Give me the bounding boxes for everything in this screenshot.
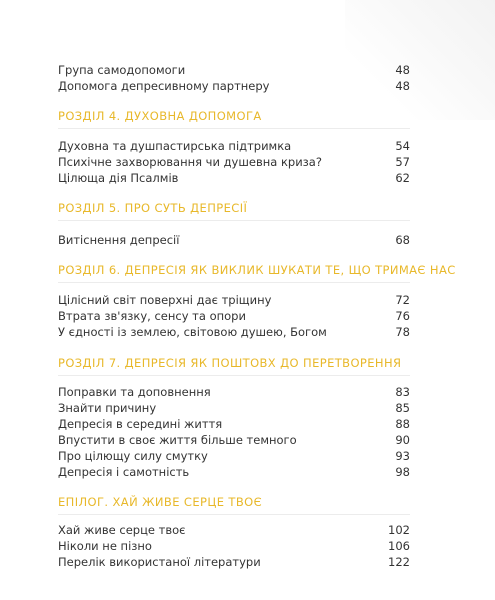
toc-entry [58, 554, 410, 570]
toc-entry-title: Депресія і самотність [58, 465, 190, 479]
divider [58, 514, 410, 515]
divider [58, 282, 410, 283]
toc-entry [58, 416, 410, 432]
toc-entry-title: Втрата зв'язку, сенсу та опори [58, 309, 246, 323]
toc-entry-page: 57 [395, 155, 410, 169]
toc-entry-title: Поправки та доповнення [58, 385, 211, 399]
toc-entry-page: 90 [395, 433, 410, 447]
toc-entry-title: Депресія в середині життя [58, 417, 223, 431]
toc-entry [58, 324, 410, 340]
toc-entry-page: 122 [388, 555, 410, 569]
toc-entry-title: Психічне захворювання чи душевна криза? [58, 155, 322, 169]
toc-entry-title: Ніколи не пізно [58, 539, 152, 553]
toc-entry [58, 78, 410, 94]
toc-entry-title: Духовна та душпастирська підтримка [58, 139, 292, 153]
toc-entry-page: 68 [395, 233, 410, 247]
toc-entry [58, 292, 410, 308]
toc-entry-title: Допомога депресивному партнеру [58, 79, 270, 93]
divider [58, 375, 410, 376]
toc-entry [58, 448, 410, 464]
toc-entry-page: 98 [395, 465, 410, 479]
toc-entry [58, 138, 410, 154]
toc-entry-page: 62 [395, 171, 410, 185]
toc-entry-page: 54 [395, 139, 410, 153]
toc-entry [58, 538, 410, 554]
toc-entry-title: Про цілющу силу смутку [58, 449, 208, 463]
toc-entry-title: Впустити в своє життя більше темного [58, 433, 297, 447]
toc-entry-title: У єдності із землею, світовою душею, Богом [58, 325, 327, 339]
toc-entry-page: 88 [395, 417, 410, 431]
toc-entry-page: 83 [395, 385, 410, 399]
divider [58, 220, 410, 221]
toc-entry [58, 384, 410, 400]
toc-entry [58, 464, 410, 480]
toc-entry [58, 432, 410, 448]
section-heading: РОЗДІЛ 4. ДУХОВНА ДОПОМОГА [58, 109, 262, 123]
toc-entry [58, 232, 410, 248]
toc-entry [58, 400, 410, 416]
toc-entry-title: Хай живе серце твоє [58, 523, 186, 537]
toc-entry-page: 106 [388, 539, 410, 553]
toc-entry-title: Група самодопомоги [58, 63, 186, 77]
section-heading: РОЗДІЛ 5. ПРО СУТЬ ДЕПРЕСІЇ [58, 201, 248, 215]
toc-entry-title: Цілюща дія Псалмів [58, 171, 179, 185]
toc-entry-page: 102 [388, 523, 410, 537]
toc-entry [58, 62, 410, 78]
toc-entry [58, 170, 410, 186]
toc-entry-page: 85 [395, 401, 410, 415]
toc-entry-page: 78 [395, 325, 410, 339]
toc-entry-title: Цілісний світ поверхні дає тріщину [58, 293, 272, 307]
page-shadow [345, 0, 495, 120]
section-heading: РОЗДІЛ 6. ДЕПРЕСІЯ ЯК ВИКЛИК ШУКАТИ ТЕ, ЩО ТРИМАЄ НАС [58, 263, 456, 277]
toc-entry-page: 48 [395, 79, 410, 93]
divider [58, 128, 410, 129]
toc-entry-title: Знайти причину [58, 401, 157, 415]
section-heading: ЕПІЛОГ. ХАЙ ЖИВЕ СЕРЦЕ ТВОЄ [58, 495, 263, 509]
toc-entry-title: Перелік використаної літератури [58, 555, 261, 569]
toc-entry-page: 72 [395, 293, 410, 307]
toc-entry-title: Витіснення депресії [58, 233, 180, 247]
toc-entry-page: 48 [395, 63, 410, 77]
toc-entry-page: 76 [395, 309, 410, 323]
toc-entry [58, 154, 410, 170]
toc-entry [58, 522, 410, 538]
toc-entry-page: 93 [395, 449, 410, 463]
toc-entry [58, 308, 410, 324]
section-heading: РОЗДІЛ 7. ДЕПРЕСІЯ ЯК ПОШТОВХ ДО ПЕРЕТВОРЕННЯ [58, 356, 402, 370]
